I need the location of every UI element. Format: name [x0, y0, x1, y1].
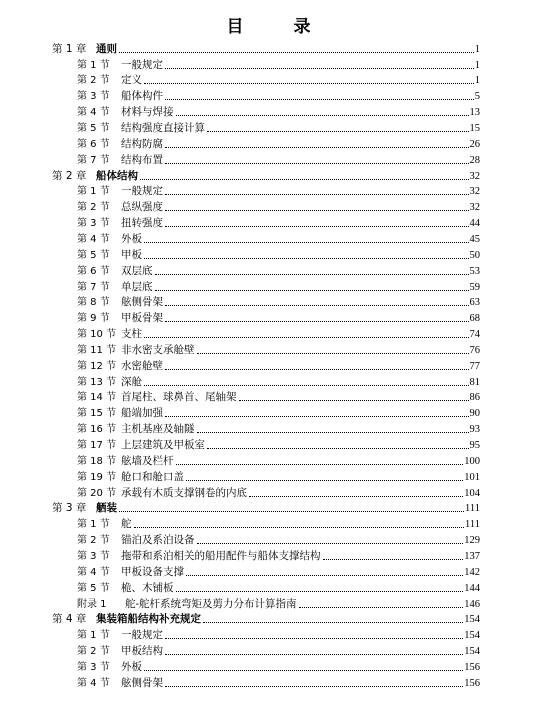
toc-entry-title: 定义 — [121, 74, 142, 87]
toc-section-entry[interactable] — [77, 484, 480, 500]
toc-entry-number: 第 20 节 — [77, 487, 117, 499]
toc-section-entry[interactable] — [77, 135, 480, 151]
dot-leader — [165, 193, 469, 195]
toc-section-entry[interactable] — [77, 214, 480, 230]
toc-entry-title: 材料与焊接 — [121, 106, 174, 119]
toc-entry-page: 32 — [469, 186, 480, 198]
dot-leader — [165, 209, 469, 211]
dot-leader — [165, 637, 463, 639]
toc-entry-page: 1 — [474, 59, 480, 71]
toc-entry-number: 第 2 节 — [77, 75, 110, 87]
toc-entry-page: 154 — [464, 646, 480, 658]
toc-entry-page: 100 — [464, 455, 480, 467]
toc-entry-title: 舵 — [121, 518, 132, 531]
toc-entry-title: 舱口和舱口盖 — [121, 470, 184, 483]
dot-leader — [144, 336, 469, 338]
toc-entry-title: 一般规定 — [121, 185, 163, 198]
toc-entry-number: 第 2 节 — [77, 202, 110, 214]
dot-leader — [207, 130, 469, 132]
toc-section-entry[interactable] — [77, 468, 480, 484]
toc-entry-title: 主机基座及轴隧 — [121, 423, 195, 436]
dot-leader — [299, 606, 464, 608]
toc-entry-number: 第 17 节 — [77, 440, 117, 452]
toc-entry-title: 首尾柱、球鼻首、尾轴架 — [121, 391, 237, 404]
toc-entry-number: 第 3 节 — [77, 550, 110, 562]
toc-entry-page: 15 — [469, 123, 480, 135]
dot-leader — [165, 320, 469, 322]
dot-leader — [186, 574, 463, 576]
toc-section-entry[interactable] — [77, 294, 480, 310]
toc-entry-title: 甲板设备支撑 — [121, 565, 184, 578]
dot-leader — [165, 98, 474, 100]
toc-entry-page: 5 — [474, 91, 480, 103]
toc-entry-page: 90 — [469, 408, 480, 420]
toc-entry-number: 第 18 节 — [77, 455, 117, 467]
dot-leader — [144, 82, 474, 84]
toc-entry-page: 45 — [469, 233, 480, 245]
dot-leader — [207, 447, 469, 449]
toc-entry-title: 总纵强度 — [121, 201, 163, 214]
toc-entry-number: 第 5 节 — [77, 582, 110, 594]
toc-entry-page: 104 — [464, 487, 480, 499]
toc-section-entry[interactable] — [77, 199, 480, 215]
toc-entry-number: 第 9 节 — [77, 313, 110, 325]
toc-entry-title: 结构防腐 — [121, 137, 163, 150]
toc-entry-title: 舵-舵杆系统弯矩及剪力分布计算指南 — [125, 597, 297, 610]
toc-entry-number: 第 10 节 — [77, 329, 117, 341]
toc-entry-title: 舷侧骨架 — [121, 296, 163, 309]
toc-section-entry[interactable] — [77, 262, 480, 278]
toc-entry-title: 锚泊及系泊设备 — [121, 534, 195, 547]
dot-leader — [203, 621, 463, 623]
toc-entry-title: 深舱 — [121, 375, 142, 388]
toc-entry-page: 76 — [469, 344, 480, 356]
dot-leader — [176, 463, 464, 465]
toc-section-entry[interactable] — [77, 341, 480, 357]
toc-entry-page: 86 — [469, 392, 480, 404]
toc-entry-page: 137 — [464, 550, 480, 562]
toc-entry-title: 一般规定 — [121, 629, 163, 642]
toc-entry-page: 44 — [469, 218, 480, 230]
dot-leader — [176, 114, 469, 116]
toc-section-entry[interactable] — [77, 389, 480, 405]
toc-entry-title: 舷侧骨架 — [121, 676, 163, 689]
dot-leader — [144, 241, 469, 243]
toc-entry-number: 第 2 章 — [52, 169, 87, 182]
toc-section-entry[interactable] — [77, 278, 480, 294]
toc-entry-number: 第 1 节 — [77, 519, 110, 531]
toc-entry-number: 第 16 节 — [77, 424, 117, 436]
dot-leader — [249, 495, 463, 497]
toc-entry-number: 第 11 节 — [77, 344, 117, 356]
toc-entry-title: 外板 — [121, 660, 142, 673]
toc-entry-number: 第 1 节 — [77, 630, 110, 642]
toc-entry-title: 水密舱壁 — [121, 359, 163, 372]
toc-entry-page: 74 — [469, 329, 480, 341]
toc-entry-page: 156 — [464, 661, 480, 673]
toc-section-entry[interactable] — [77, 72, 480, 88]
toc-entry-page: 154 — [464, 630, 480, 642]
toc-entry-title: 上层建筑及甲板室 — [121, 439, 205, 452]
dot-leader — [134, 526, 465, 528]
toc-entry-page: 63 — [469, 297, 480, 309]
toc-entry-page: 77 — [469, 360, 480, 372]
dot-leader — [144, 257, 469, 259]
toc-entry-title: 单层底 — [121, 280, 153, 293]
toc-section-entry[interactable] — [77, 436, 480, 452]
dot-leader — [165, 685, 463, 687]
toc-entry-number: 第 6 节 — [77, 265, 110, 277]
toc-entry-number: 第 4 章 — [52, 613, 87, 626]
toc-entry-number: 第 2 节 — [77, 535, 110, 547]
toc-entry-page: 26 — [469, 138, 480, 150]
toc-entry-page: 111 — [465, 503, 480, 515]
toc-section-entry[interactable] — [77, 183, 480, 199]
toc-section-entry[interactable] — [77, 119, 480, 135]
dot-leader — [165, 368, 469, 370]
toc-entry-number: 第 3 章 — [52, 502, 87, 515]
dot-leader — [165, 146, 469, 148]
toc-section-entry[interactable] — [77, 88, 480, 104]
page-title: 目 录 — [226, 17, 333, 37]
toc-entry-title: 船体构件 — [121, 90, 163, 103]
toc-section-entry[interactable] — [77, 405, 480, 421]
toc-entry-title: 承载有木质支撑钢卷的内底 — [121, 486, 247, 499]
toc-section-entry[interactable] — [77, 452, 480, 468]
toc-entry-title: 甲板结构 — [121, 645, 163, 658]
toc-entry-page: 81 — [469, 376, 480, 388]
toc-entry-page: 142 — [464, 566, 480, 578]
toc-entry-number: 第 4 节 — [77, 677, 110, 689]
toc-entry-number: 第 1 节 — [77, 186, 110, 198]
toc-entry-page: 32 — [469, 170, 480, 182]
toc-entry-number: 第 4 节 — [77, 233, 110, 245]
toc-entry-title: 桅、木铺板 — [121, 581, 174, 594]
toc-entry-title: 双层底 — [121, 264, 153, 277]
toc-chapter-entry[interactable] — [52, 611, 480, 627]
toc-entry-number: 第 4 节 — [77, 566, 110, 578]
toc-entry-number: 第 14 节 — [77, 392, 117, 404]
toc-chapter-entry[interactable] — [52, 167, 480, 183]
toc-section-entry[interactable] — [77, 626, 480, 642]
dot-leader — [144, 669, 463, 671]
toc-entry-title: 外板 — [121, 232, 142, 245]
toc-entry-page: 129 — [464, 535, 480, 547]
toc-entry-number: 第 1 节 — [77, 59, 110, 71]
toc-section-entry[interactable] — [77, 246, 480, 262]
toc-entry-page: 156 — [464, 677, 480, 689]
toc-entry-number: 第 3 节 — [77, 661, 110, 673]
toc-entry-page: 154 — [464, 614, 480, 626]
toc-chapter-entry[interactable] — [52, 500, 480, 516]
toc-entry-title: 支柱 — [121, 328, 142, 341]
toc-section-entry[interactable] — [77, 309, 480, 325]
toc-entry-title: 甲板 — [121, 248, 142, 261]
toc-entry-title: 集装箱船结构补充规定 — [96, 613, 201, 626]
toc-section-entry[interactable] — [77, 674, 480, 690]
toc-entry-number: 第 3 节 — [77, 218, 110, 230]
dot-leader — [197, 431, 469, 433]
toc-entry-title: 结构布置 — [121, 153, 163, 166]
toc-section-entry[interactable] — [77, 151, 480, 167]
toc-section-entry[interactable] — [77, 642, 480, 658]
toc-entry-title: 船体结构 — [96, 169, 138, 182]
dot-leader — [119, 51, 474, 53]
toc-section-entry[interactable] — [77, 56, 480, 72]
dot-leader — [176, 590, 464, 592]
toc-entry-title: 拖带和系泊相关的船用配件与船体支撑结构 — [121, 549, 321, 562]
toc-entry-number: 第 5 节 — [77, 123, 110, 135]
toc-entry-number: 第 1 章 — [52, 42, 87, 55]
toc-entry-page: 1 — [474, 75, 480, 87]
toc-entry-page: 13 — [469, 107, 480, 119]
toc-entry-title: 扭转强度 — [121, 217, 163, 230]
dot-leader — [144, 384, 469, 386]
toc-section-entry[interactable] — [77, 531, 480, 547]
toc-entry-page: 53 — [469, 265, 480, 277]
dot-leader — [155, 273, 469, 275]
dot-leader — [197, 352, 469, 354]
toc-entry-title: 甲板骨架 — [121, 312, 163, 325]
toc-entry-title: 结构强度直接计算 — [121, 122, 205, 135]
toc-entry-number: 第 2 节 — [77, 646, 110, 658]
dot-leader — [119, 510, 464, 512]
toc-entry-title: 一般规定 — [121, 58, 163, 71]
toc-entry-number: 第 8 节 — [77, 297, 110, 309]
toc-entry-title: 船端加强 — [121, 407, 163, 420]
toc-section-entry[interactable] — [77, 230, 480, 246]
dot-leader — [323, 558, 464, 560]
toc-section-entry[interactable] — [77, 547, 480, 563]
toc-section-entry[interactable] — [77, 373, 480, 389]
toc-entry-page: 50 — [469, 249, 480, 261]
toc-entry-number: 第 6 节 — [77, 138, 110, 150]
toc-section-entry[interactable] — [77, 563, 480, 579]
toc-entry-page: 144 — [464, 582, 480, 594]
toc-section-entry[interactable] — [77, 325, 480, 341]
dot-leader — [155, 289, 469, 291]
toc-entry-number: 第 5 节 — [77, 249, 110, 261]
toc-chapter-entry[interactable] — [52, 40, 480, 56]
toc-entry-page: 28 — [469, 154, 480, 166]
toc-entry-page: 59 — [469, 281, 480, 293]
toc-entry-title: 非水密支承舱壁 — [121, 343, 195, 356]
toc-entry-number: 附录 1 — [77, 598, 107, 610]
toc-entry-title: 舾装 — [96, 502, 117, 515]
toc-entry-page: 1 — [474, 43, 480, 55]
dot-leader — [165, 304, 469, 306]
dot-leader — [165, 225, 469, 227]
dot-leader — [165, 653, 463, 655]
dot-leader — [140, 178, 469, 180]
toc-section-entry[interactable] — [77, 516, 480, 532]
toc-entry-number: 第 3 节 — [77, 91, 110, 103]
toc-entry-number: 第 12 节 — [77, 360, 117, 372]
toc-section-entry[interactable] — [77, 658, 480, 674]
toc-entry-page: 111 — [465, 519, 480, 531]
dot-leader — [165, 67, 474, 69]
dot-leader — [239, 399, 469, 401]
toc-entry-page: 95 — [469, 440, 480, 452]
toc-entry-title: 通则 — [96, 42, 117, 55]
toc-entry-page: 93 — [469, 424, 480, 436]
toc-entry-number: 第 13 节 — [77, 376, 117, 388]
toc-entry-page: 101 — [464, 471, 480, 483]
toc-section-entry[interactable] — [77, 357, 480, 373]
toc-entry-number: 第 7 节 — [77, 281, 110, 293]
toc-entry-page: 146 — [464, 598, 480, 610]
toc-entry-number: 第 15 节 — [77, 408, 117, 420]
toc-appendix-entry[interactable] — [77, 595, 480, 611]
toc-entry-number: 第 19 节 — [77, 471, 117, 483]
toc-entry-page: 68 — [469, 313, 480, 325]
toc-section-entry[interactable] — [77, 420, 480, 436]
toc-entry-number: 第 7 节 — [77, 154, 110, 166]
dot-leader — [197, 542, 464, 544]
toc-entry-number: 第 4 节 — [77, 107, 110, 119]
dot-leader — [186, 479, 463, 481]
dot-leader — [165, 162, 469, 164]
dot-leader — [165, 415, 469, 417]
toc-section-entry[interactable] — [77, 103, 480, 119]
toc-entry-title: 舷墙及栏杆 — [121, 454, 174, 467]
toc-entry-page: 32 — [469, 202, 480, 214]
toc-section-entry[interactable] — [77, 579, 480, 595]
